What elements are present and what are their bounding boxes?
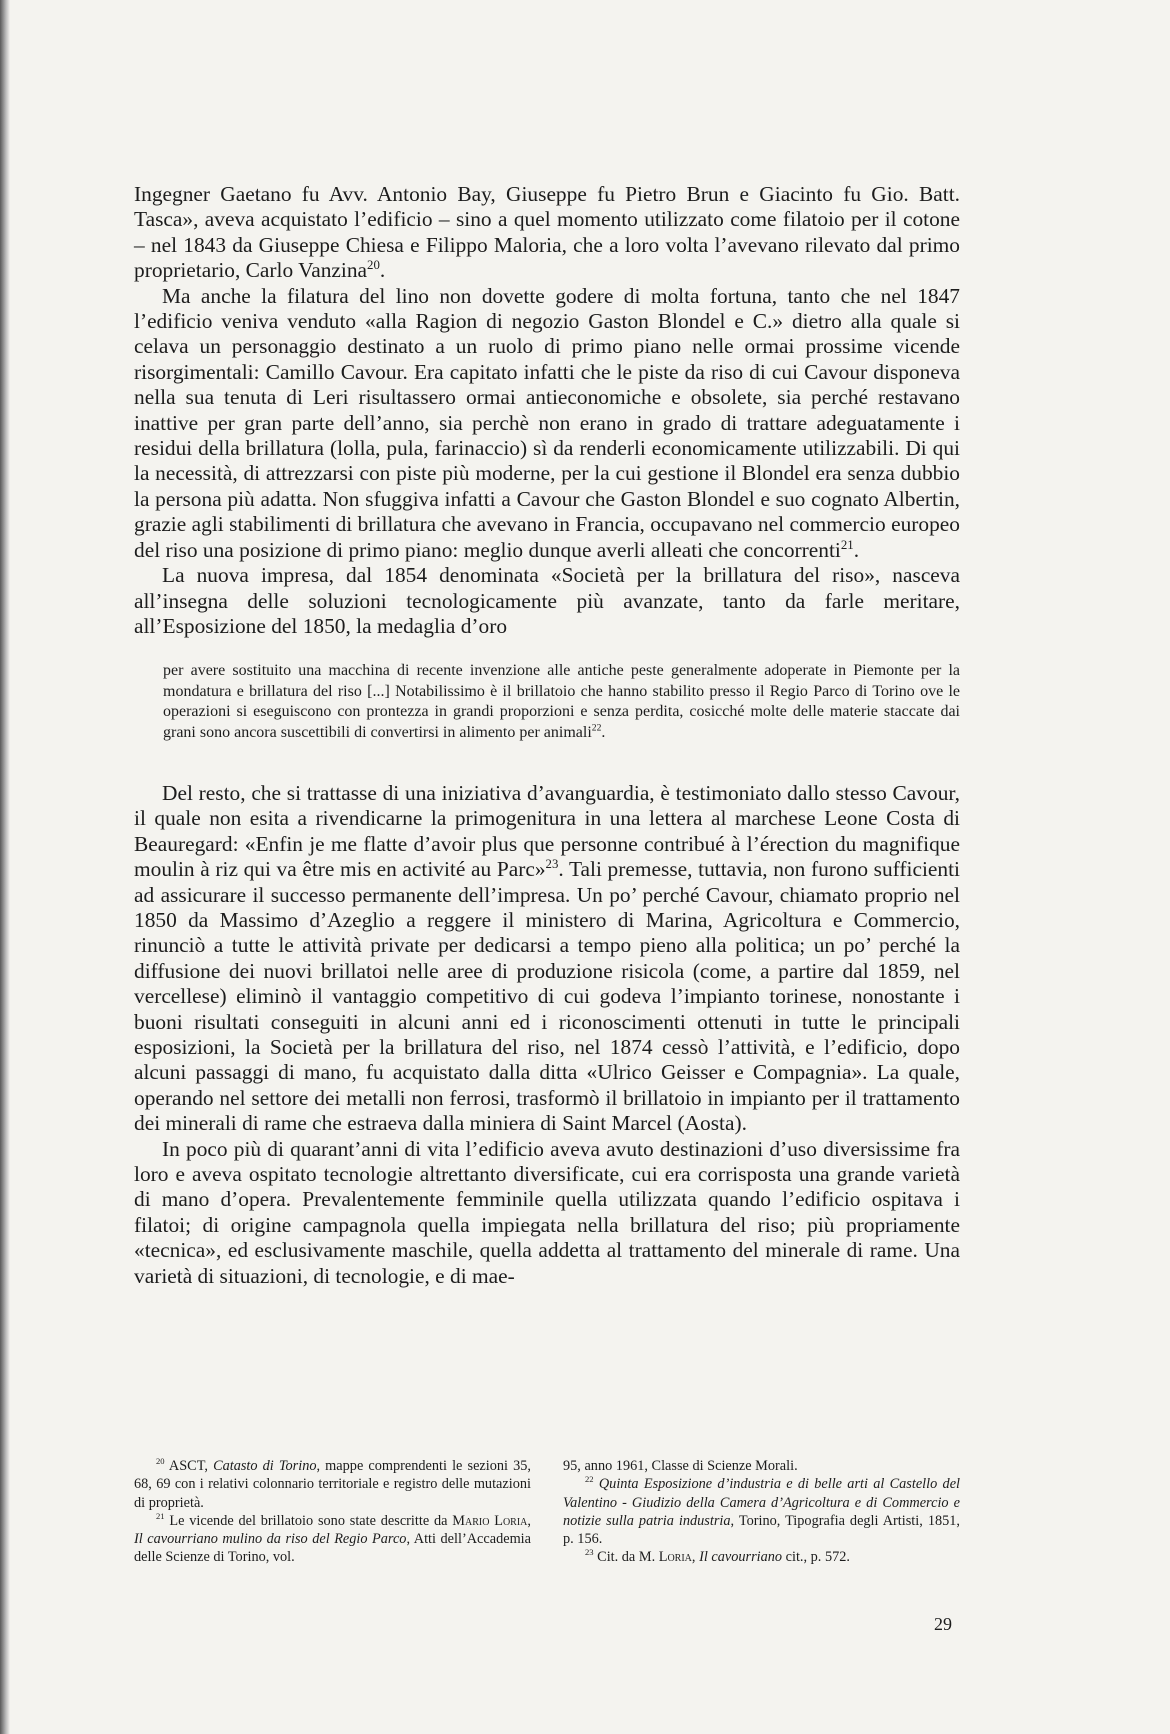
footnote-22: $^{22}$ Quinta Esposizione d’industria e di belle arti al Castello del Valentino - Giudizio della Camera d’Agricoltura e di Commercio e notizie sulla patria industria, Torino, Tipografia degli Artisti, 1851, p. 156. xyxy=(563,1474,961,1548)
footnote-ref: 23 xyxy=(545,857,559,872)
paragraph: Ma anche la filatura del lino non dovette godere di molta fortuna, tanto che nel 1847 l’edificio veniva venduto «alla Ragion di negozio Gaston Blondel e C.» dietro alla quale si celava un personaggio destinato a un ruolo di primo piano nelle ormai prossime vicende risorgimentali: Camillo Cavour. Era capitato infatti che le piste da riso di cui Cavour disponeva nella sua tenuta di Leri risultassero ormai antieconomiche e obsolete, sia perché restavano inattive per gran parte dell’anno, sia perchè non erano in grado di trattare adeguatamente i residui della brillatura (lolla, pula, farinaccio) sì da renderli economicamente utilizzabili. Di qui la necessità, di attrezzarsi con piste più moderne, per la cui gestione il Blondel era senza dubbio la persona più adatta. Non sfuggiva infatti a Cavour che Gaston Blondel e suo cognato Albertin, grazie agli stabilimenti di brillatura che avevano in Francia, occupavano nel commercio europeo del riso una posizione di primo piano: meglio dunque averli alleati che concorrenti$^{21}$. xyxy=(134,283,960,562)
footnote-21: $^{21}$ Le vicende del brillatoio sono state descritte da Mario Loria, Il cavourriano mulino da riso del Regio Parco, Atti dell’Accademia delle Scienze di Torino, vol. xyxy=(134,1511,532,1566)
footnote-column-left xyxy=(134,1457,531,1567)
footnote-ref: 20 xyxy=(367,258,380,273)
footnote-21-continued: 95, anno 1961, Classe di Scienze Morali. xyxy=(563,1458,798,1474)
page-number: 29 xyxy=(934,1614,952,1634)
footnote-ref: 22 xyxy=(591,722,602,734)
footnote-23: $^{23}$ Cit. da M. Loria, Il cavourriano cit., p. 572. xyxy=(585,1547,850,1566)
body-text xyxy=(134,182,960,1289)
footnote-ref: 21 xyxy=(840,537,854,552)
paragraph: Ingegner Gaetano fu Avv. Antonio Bay, Giuseppe fu Pietro Brun e Giacinto fu Gio. Batt. Tasca», aveva acquistato l’edificio – sino a quel momento utilizzato come filatoio per il cotone – nel 1843 da Giuseppe Chiesa e Filippo Maloria, che a loro volta l’avevano rilevato dal primo proprietario, Carlo Vanzina$^{20}$. xyxy=(134,182,960,283)
footnote-column-right xyxy=(563,1457,960,1567)
paragraph: Del resto, che si trattasse di una iniziativa d’avanguardia, è testimoniato dallo stesso Cavour, il quale non esita a rivendicarne la primogenitura in una lettera al marchese Leone Costa di Beauregard: «Enfin je me flatte d’avoir plus que personne contribué à l’érection du magnifique moulin à riz qui va être mis en activité au Parc»$^{23}$. Tali premesse, tuttavia, non furono sufficienti ad assicurare il successo permanente dell’impresa. Un po’ perché Cavour, chiamato proprio nel 1850 da Massimo d’Azeglio a reggere il ministero di Marina, Agricoltura e Commercio, rinunciò a tutte le attività private per dedicarsi a tempo pieno alla politica; un po’ perché la diffusione dei nuovi brillatoi nelle aree di produzione risicola (come, a partire dal 1859, nel vercellese) eliminò il vantaggio competitivo di cui godeva l’impianto torinese, nonostante i buoni risultati conseguiti in alcuni anni ed i riconoscimenti ottenuti in tutte le principali esposizioni, la Società per la brillatura del riso, nel 1874 cessò l’attività, e l’edificio, dopo alcuni passaggi di mano, fu acquistato dalla ditta «Ulrico Geisser e Compagnia». La quale, operando nel settore dei metalli non ferrosi, trasformò il brillatoio in impianto per il trattamento dei minerali di rame che estraeva dalla miniera di Saint Marcel (Aosta). xyxy=(134,780,960,1136)
paragraph: In poco più di quarant’anni di vita l’edificio aveva avuto destinazioni d’uso diversissime fra loro e aveva ospitato tecnologie altrettanto diversificate, cui era corrisposta una grande varietà di mano d’opera. Prevalentemente femminile quella utilizzata quando l’edificio ospitava i filatoi; di origine campagnola quella impiegata nella brillatura del riso; più propriamente «tecnica», ed esclusivamente maschile, quella addetta al trattamento del minerale di rame. Una varietà di situazioni, di tecnologie, e di mae- xyxy=(134,1136,960,1288)
footnote-20: $^{20}$ ASCT, Catasto di Torino, mappe comprendenti le sezioni 35, 68, 69 con i relativi colonnario territoriale e registro delle mutazioni di proprietà. xyxy=(134,1456,531,1511)
paragraph: La nuova impresa, dal 1854 denominata «Società per la brillatura del riso», nasceva all’insegna delle soluzioni tecnologicamente più avanzate, tanto da farle meritare, all’Esposizione del 1850, la medaglia d’oro xyxy=(134,563,960,638)
footnotes xyxy=(134,1457,960,1567)
page-edge-shadow xyxy=(0,0,10,1734)
block-quote: per avere sostituito una macchina di recente invenzione alle antiche peste generalmente adoperate in Piemonte per la mondatura e brillatura del riso [...] Notabilissimo è il brillatoio che hanno stabilito presso il Regio Parco di Torino ove le operazioni si eseguiscono con prontezza in grandi proporzioni e senza perdita, cosicché molte delle materie staccate dai grani sono ancora suscettibili di convertirsi in alimento per animali$^{22}$. xyxy=(163,662,960,741)
